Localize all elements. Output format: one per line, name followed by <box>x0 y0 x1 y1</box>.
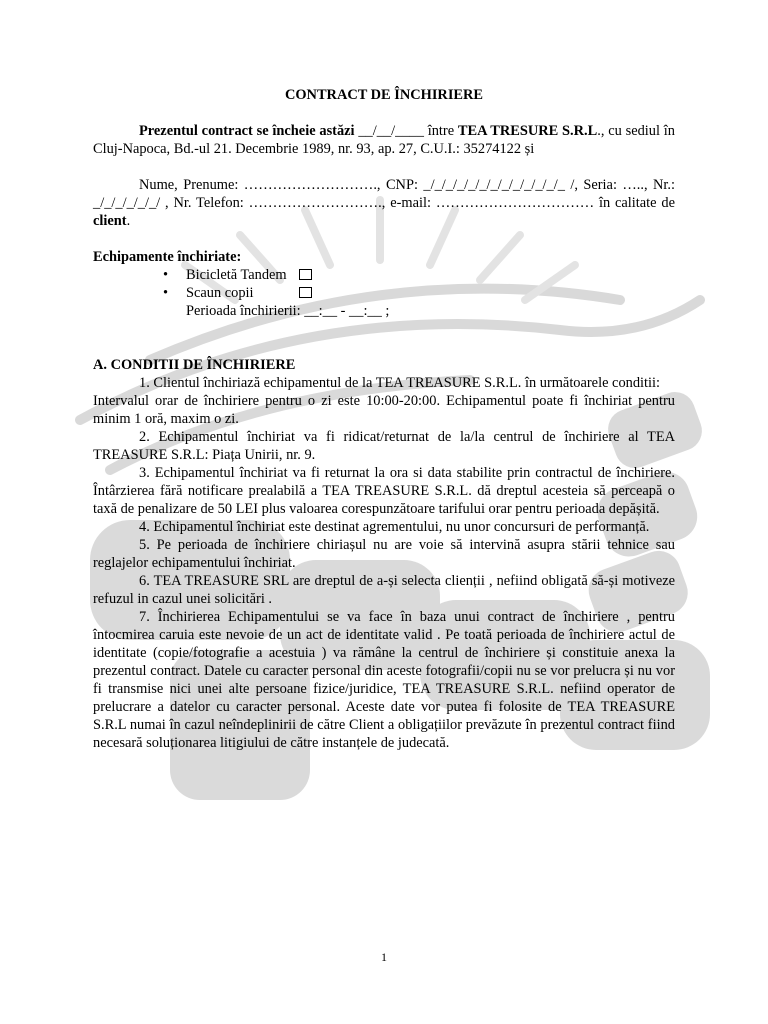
section-a-heading: A. CONDITII DE ÎNCHIRIERE <box>93 357 296 373</box>
intro-rest: ., cu sediul în Cluj-Napoca, Bd.-ul 21. Decembrie 1989, nr. 93, ap. 27, C.U.I.: 35274122 și <box>93 123 675 157</box>
bullet-icon: • <box>163 267 169 283</box>
condition-1-hours: Intervalul orar de închiriere pentru o zi este 10:00-20:00. Echipamentul poate fi închiriat pentru minim 1 oră, maxim o zi. <box>93 393 675 427</box>
intro-between: între <box>427 123 458 139</box>
client-end: . <box>126 213 131 229</box>
bullet-icon: • <box>163 285 169 301</box>
contract-title: CONTRACT DE ÎNCHIRIERE <box>284 87 484 103</box>
checkbox-tandem[interactable] <box>299 269 312 280</box>
contract-page <box>93 86 675 752</box>
condition-5: 5. Pe perioada de închiriere chiriașul nu are voie să intervină asupra stării tehnice sau reglajelor echipamentului închiriat. <box>93 537 675 571</box>
company-name: TEA TRESURE S.R.L <box>457 123 598 139</box>
intro-date-blank: __/__/____ <box>354 123 428 139</box>
equipment-item-tandem <box>93 266 675 284</box>
page-number: 1 <box>381 950 387 964</box>
equipment-label: Bicicletă Tandem <box>186 267 287 283</box>
equipment-label: Scaun copii <box>186 285 254 301</box>
condition-6: 6. TEA TREASURE SRL are dreptul de a-și selecta clienții , nefiind obligată să-și motiveze refuzul in cazul unei solicitări . <box>93 573 675 607</box>
condition-3: 3. Echipamentul închiriat va fi returnat la ora si data stabilite prin contractul de închiriere. Întârzierea fără notificare prealabilă a TEA TREASURE S.R.L. dă dreptul acesteia să perceapă o taxă de penalizare de 50 LEI plus valoarea corespunzătoare tarifului orar pentru perioada depășită. <box>93 465 675 517</box>
equipment-heading: Echipamente închiriate: <box>93 249 242 265</box>
condition-1: 1. Clientul închiriază echipamentul de la TEA TREASURE S.R.L. în următoarele conditii: <box>139 375 661 391</box>
equipment-list <box>93 266 675 302</box>
client-details: Nume, Prenume: ………………………., CNP: _/_/_/_/_/_/_/_/_/_/_/_/_ /, Seria: ….., Nr.: _/_/_/_/_/_/ , Nr. Telefon: ………………………., e-mail: …………………………… în calitate de <box>93 177 675 211</box>
client-role: client <box>93 213 127 229</box>
intro-lead: Prezentul contract se încheie astăzi <box>139 123 355 139</box>
condition-2: 2. Echipamentul închiriat va fi ridicat/returnat de la/la centrul de închiriere al TEA TREASURE S.R.L: Piața Unirii, nr. 9. <box>93 429 675 463</box>
equipment-item-child-seat <box>93 284 675 302</box>
intro-paragraph <box>93 122 675 158</box>
rental-period: Perioada închirierii: __:__ - __:__ ; <box>186 303 390 319</box>
condition-4: 4. Echipamentul închiriat este destinat agrementului, nu unor concursuri de performanță. <box>139 519 650 535</box>
condition-7: 7. Închirierea Echipamentului se va face în baza unui contract de închiriere , pentru întocmirea caruia este nevoie de un act de identitate valid . Pe toată perioada de închiriere actul de identitate (copie/fotografie a acestuia ) va rămâne la centrul de închiriere și constituie anexa la prezentul contract. Datele cu caracter personal din aceste fotografii/copii nu se vor prelucra și nu vor fi transmise nici unei alte persoane fizice/juridice, TEA TREASURE S.R.L. nefiind operator de prelucrare a datelor cu caracter personal. Aceste date vor putea fi folosite de TEA TREASURE S.R.L numai în cazul neîndeplinirii de către Client a obligațiilor prevăzute în prezentul contract fiind necesară soluționarea litigiului de către instanțele de judecată. <box>93 609 675 751</box>
checkbox-child-seat[interactable] <box>299 287 312 298</box>
client-paragraph <box>93 176 675 230</box>
